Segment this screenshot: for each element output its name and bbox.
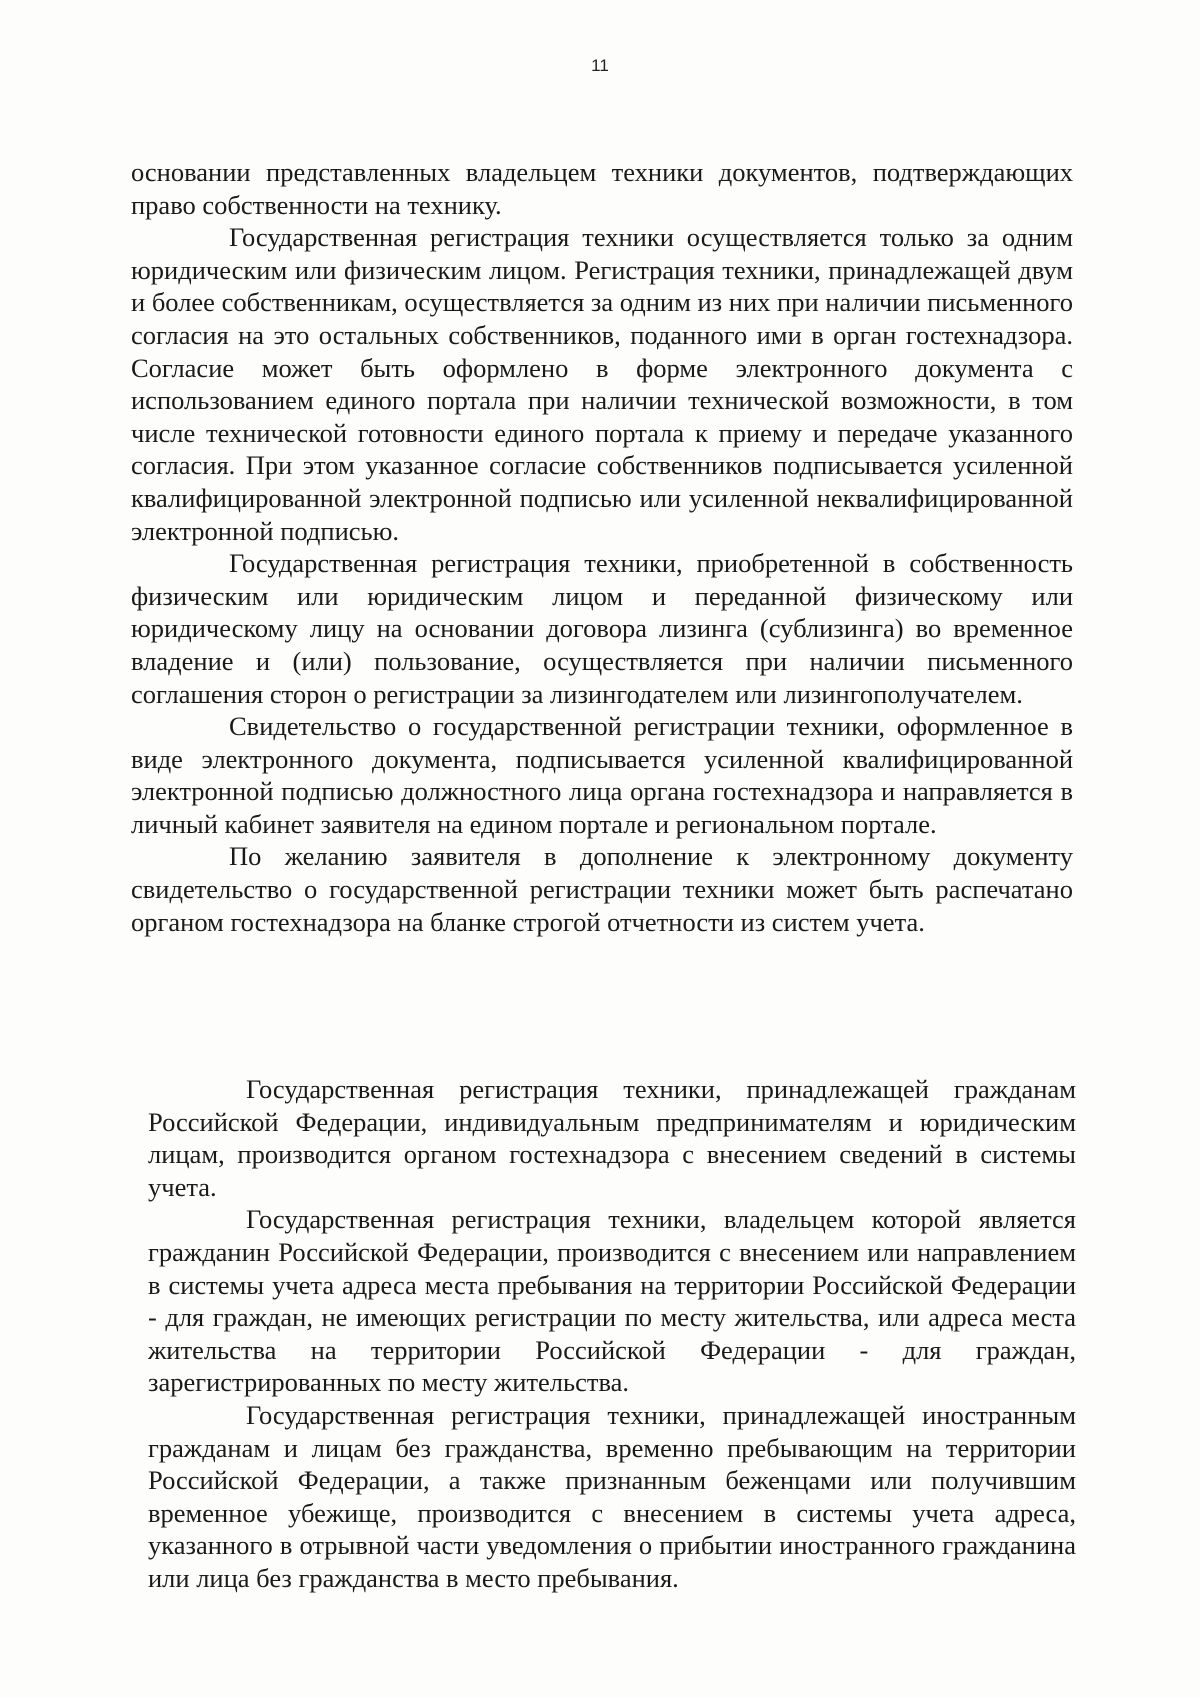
document-body-lower [148,1073,1076,1595]
paragraph: По желанию заявителя в дополнение к электронному документу свидетельство о государственной регистрации техники может быть распечатано органом гостехнадзора на бланке строгой отчетности из систем учета. [131,841,1073,937]
paragraph-continuation: основании представленных владельцем техники документов, подтверждающих право собственности на технику. [131,157,1073,220]
paragraph: Государственная регистрация техники, владельцем которой является гражданин Российской Федерации, производится с внесением или направлением в системы учета адреса места пребывания на территории Российской Федерации - для граждан, не имеющих регистрации по месту жительства, или адреса места жительства на территории Российской Федерации - для граждан, зарегистрированных по месту жительства. [148,1204,1076,1398]
paragraph: Свидетельство о государственной регистрации техники, оформленное в виде электронного документа, подписывается усиленной квалифицированной электронной подписью должностного лица органа гостехнадзора и направляется в личный кабинет заявителя на едином портале и региональном портале. [131,711,1073,839]
paragraph: Государственная регистрация техники, принадлежащей иностранным гражданам и лицам без гражданства, временно пребывающим на территории Российской Федерации, а также признанным беженцами или получившим временное убежище, производится с внесением в системы учета адреса, указанного в отрывной части уведомления о прибытии иностранного гражданина или лица без гражданства в место пребывания. [148,1399,1076,1593]
document-body-upper [131,156,1073,938]
paragraph: Государственная регистрация техники, принадлежащей гражданам Российской Федерации, индивидуальным предпринимателям и юридическим лицам, производится органом гостехнадзора с внесением сведений в системы учета. [148,1074,1076,1202]
paragraph: Государственная регистрация техники, приобретенной в собственность физическим или юридическим лицом и переданной физическому или юридическому лицу на основании договора лизинга (сублизинга) во временное владение и (или) пользование, осуществляется при наличии письменного соглашения сторон о регистрации за лизингодателем или лизингополучателем. [131,548,1073,709]
paragraph: Государственная регистрация техники осуществляется только за одним юридическим или физическим лицом. Регистрация техники, принадлежащей двум и более собственникам, осуществляется за одним из них при наличии письменного согласия на это остальных собственников, поданного ими в орган гостехнадзора. Согласие может быть оформлено в форме электронного документа с использованием единого портала при наличии технической возможности, в том числе технической готовности единого портала к приему и передаче указанного согласия. При этом указанное согласие собственников подписывается усиленной квалифицированной электронной подписью или усиленной неквалифицированной электронной подписью. [131,222,1073,546]
page-number: 11 [591,56,609,75]
